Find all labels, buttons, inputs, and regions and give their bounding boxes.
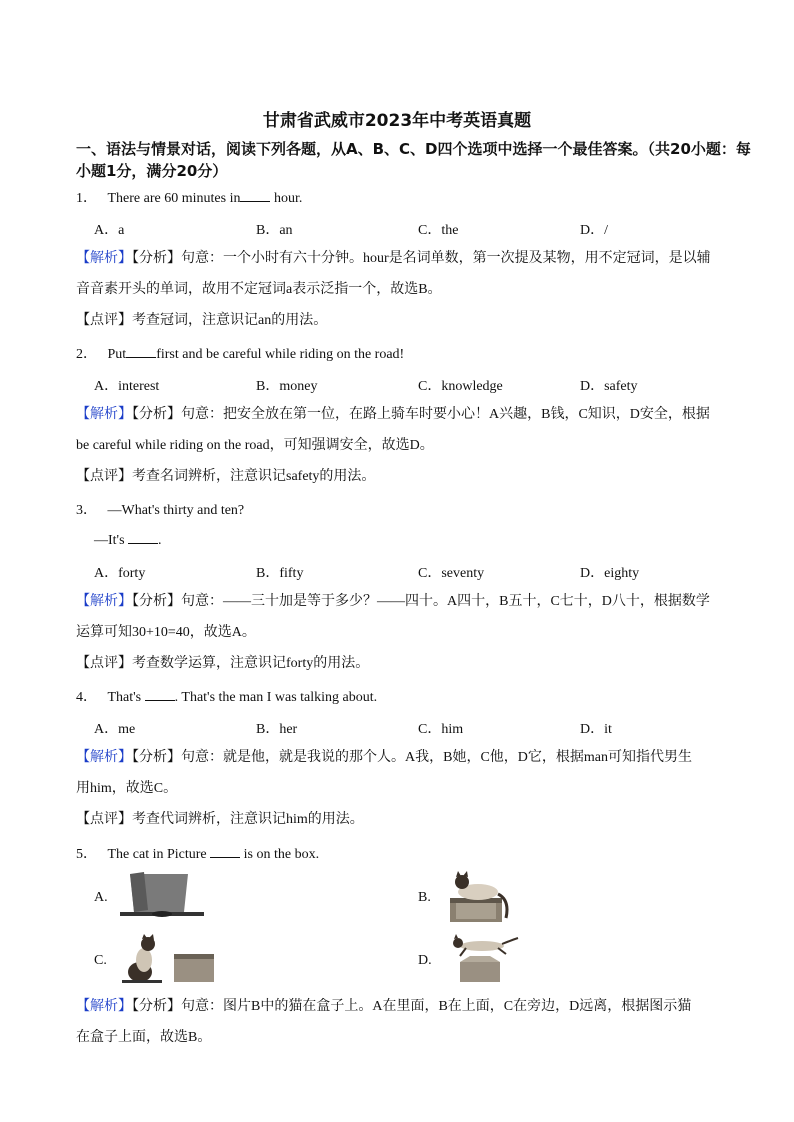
q3-option-a: A．forty bbox=[94, 566, 146, 581]
q5-option-d-label: D. bbox=[418, 953, 432, 968]
q2-option-a: A．interest bbox=[94, 379, 160, 394]
question-3-stem: 3． —What's thirty and ten? bbox=[76, 503, 245, 518]
question-2-stem: 2． Put first and be careful while riding on the road! bbox=[76, 347, 405, 362]
answer-blank bbox=[210, 845, 240, 858]
question-5-stem: 5． The cat in Picture is on the box. bbox=[76, 847, 320, 862]
q1-option-d: D．/ bbox=[580, 223, 608, 238]
q3-option-c: C．seventy bbox=[418, 566, 485, 581]
q2-option-d: D．safety bbox=[580, 379, 638, 394]
q3-analysis: 【解析】【分析】句意：——三十加是等于多少？——四十。A四十，B五十，C七十，D八十，根据数学 运算可知30+10=40，故选A。 【点评】考查数学运算，注意识记forty的用法。 bbox=[76, 594, 710, 671]
q5-analysis: 【解析】【分析】句意：图片B中的猫在盒子上。A在里面，B在上面，C在旁边，D远离，根据图示猫 在盒子上面，故选B。 bbox=[76, 999, 692, 1045]
cat-beside-box-picture bbox=[118, 934, 222, 984]
q5-option-a-label: A. bbox=[94, 890, 108, 905]
cat-in-box-picture bbox=[118, 872, 206, 920]
q4-analysis: 【解析】【分析】句意：就是他，就是我说的那个人。A我，B她，C他，D它，根据man可知指代男生 用him，故选C。 【点评】考查代词辨析，注意识记him的用法。 bbox=[76, 750, 692, 827]
q4-option-a: A．me bbox=[94, 722, 136, 737]
q3-option-b: B．fifty bbox=[256, 566, 304, 581]
answer-blank bbox=[128, 531, 158, 544]
q4-option-d: D．it bbox=[580, 722, 612, 737]
q5-option-c-label: C. bbox=[94, 953, 107, 968]
q5-option-b-label: B. bbox=[418, 890, 431, 905]
q3-option-d: D．eighty bbox=[580, 566, 640, 581]
answer-blank bbox=[240, 189, 270, 202]
cat-on-box-picture bbox=[444, 870, 524, 926]
q2-analysis: 【解析】【分析】句意：把安全放在第一位，在路上骑车时要小心！A兴趣，B钱，C知识，D安全，根据 be careful while riding on the road，可知强调安全，故选D。 【点评】考查名词辨析，注意识记safety的用法。 bbox=[76, 407, 710, 484]
question-1-stem: 1． There are 60 minutes in hour. bbox=[76, 191, 303, 206]
answer-blank bbox=[126, 345, 156, 358]
q1-option-a: A．a bbox=[94, 223, 125, 238]
question-4-stem: 4． That's . That's the man I was talking about. bbox=[76, 690, 378, 705]
section-heading: 一、语法与情景对话，阅读下列各题，从A、B、C、D四个选项中选择一个最佳答案。（共20小题：每小题1分，满分20分） bbox=[76, 140, 751, 180]
q1-analysis: 【解析】【分析】句意：一个小时有六十分钟。hour是名词单数，第一次提及某物，用不定冠词，是以辅 音音素开头的单词，故用不定冠词a表示泛指一个，故选B。 【点评】考查冠词，注意识记an的用法。 bbox=[76, 251, 711, 328]
q4-option-b: B．her bbox=[256, 722, 298, 737]
q1-option-c: C．the bbox=[418, 223, 459, 238]
question-3-stem-reply: —It's . bbox=[94, 533, 162, 548]
q4-option-c: C．him bbox=[418, 722, 464, 737]
q2-option-c: C．knowledge bbox=[418, 379, 503, 394]
q1-option-b: B．an bbox=[256, 223, 293, 238]
answer-blank bbox=[145, 688, 175, 701]
q2-option-b: B．money bbox=[256, 379, 318, 394]
cat-jumping-over-box-picture bbox=[444, 934, 524, 984]
page-title: 甘肃省武威市2023年中考英语真题 bbox=[262, 111, 532, 131]
